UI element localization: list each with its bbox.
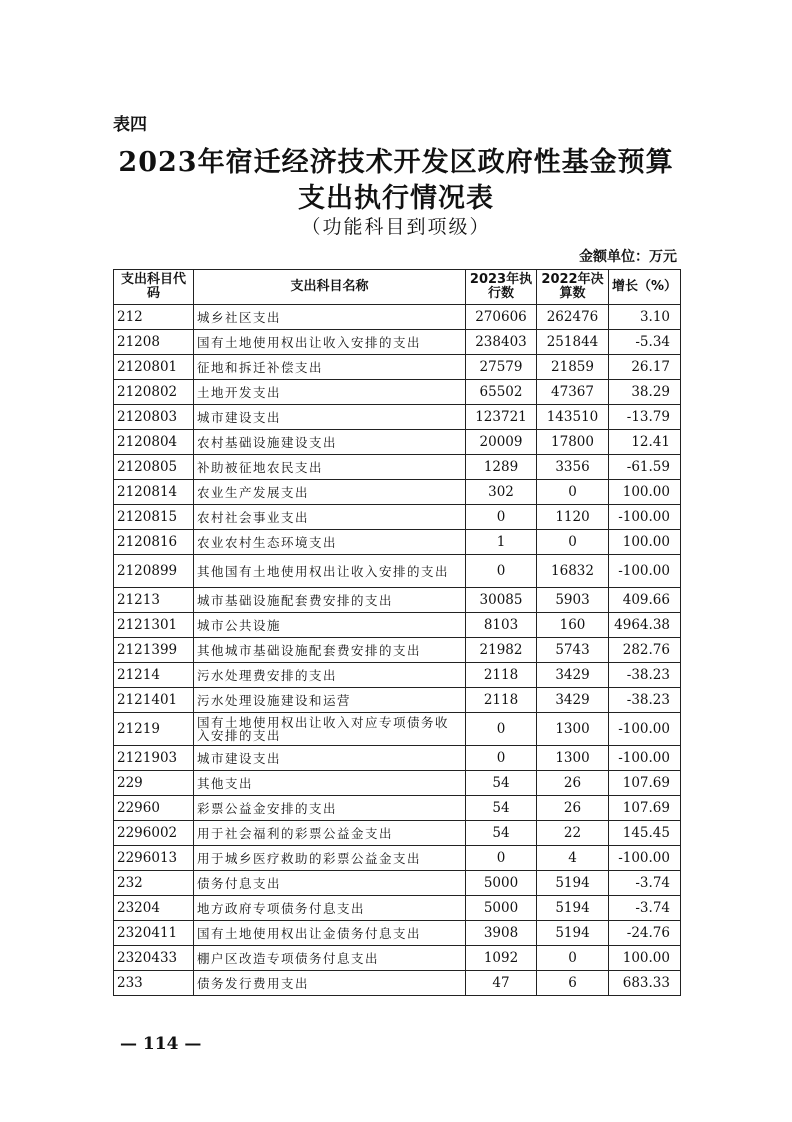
cell-name: 棚户区改造专项债务付息支出	[194, 946, 466, 971]
cell-code: 2121401	[114, 688, 194, 713]
cell-growth: 683.33	[609, 971, 681, 996]
cell-2023: 1092	[466, 946, 537, 971]
cell-2023: 123721	[466, 405, 537, 430]
cell-2023: 65502	[466, 380, 537, 405]
table-label: 表四	[113, 115, 147, 135]
cell-name: 地方政府专项债务付息支出	[194, 896, 466, 921]
cell-name: 农村基础设施建设支出	[194, 430, 466, 455]
cell-2023: 0	[466, 713, 537, 746]
cell-growth: -38.23	[609, 688, 681, 713]
page-title: 2023年宿迁经济技术开发区政府性基金预算	[118, 147, 674, 178]
cell-growth: -38.23	[609, 663, 681, 688]
cell-growth: -5.34	[609, 330, 681, 355]
cell-name: 用于社会福利的彩票公益金支出	[194, 821, 466, 846]
cell-2022: 16832	[537, 555, 609, 588]
cell-name: 污水处理费安排的支出	[194, 663, 466, 688]
cell-2023: 3908	[466, 921, 537, 946]
cell-code: 2120802	[114, 380, 194, 405]
cell-name: 城市建设支出	[194, 405, 466, 430]
cell-code: 2121399	[114, 638, 194, 663]
table-row	[114, 921, 681, 946]
cell-growth: 100.00	[609, 946, 681, 971]
cell-name: 农村社会事业支出	[194, 505, 466, 530]
cell-code: 2120804	[114, 430, 194, 455]
cell-2022: 5194	[537, 871, 609, 896]
cell-code: 2296002	[114, 821, 194, 846]
table-row	[114, 430, 681, 455]
cell-2022: 3429	[537, 663, 609, 688]
cell-name: 补助被征地农民支出	[194, 455, 466, 480]
cell-code: 233	[114, 971, 194, 996]
cell-growth: 4964.38	[609, 613, 681, 638]
cell-code: 21208	[114, 330, 194, 355]
header-name: 支出科目名称	[194, 270, 466, 305]
cell-name: 国有土地使用权出让金债务付息支出	[194, 921, 466, 946]
cell-name: 污水处理设施建设和运营	[194, 688, 466, 713]
table-row	[114, 638, 681, 663]
cell-name: 城市公共设施	[194, 613, 466, 638]
cell-code: 23204	[114, 896, 194, 921]
cell-growth: -61.59	[609, 455, 681, 480]
cell-2023: 238403	[466, 330, 537, 355]
cell-2022: 5194	[537, 921, 609, 946]
cell-2023: 0	[466, 746, 537, 771]
cell-name: 农业生产发展支出	[194, 480, 466, 505]
cell-name: 土地开发支出	[194, 380, 466, 405]
table-row	[114, 505, 681, 530]
table-row	[114, 455, 681, 480]
cell-code: 21213	[114, 588, 194, 613]
table-row	[114, 330, 681, 355]
cell-growth: 3.10	[609, 305, 681, 330]
cell-code: 2121903	[114, 746, 194, 771]
cell-growth: 282.76	[609, 638, 681, 663]
cell-growth: -3.74	[609, 871, 681, 896]
cell-name: 其他支出	[194, 771, 466, 796]
table-row	[114, 555, 681, 588]
cell-2023: 8103	[466, 613, 537, 638]
cell-code: 2120801	[114, 355, 194, 380]
table-row	[114, 796, 681, 821]
cell-2022: 22	[537, 821, 609, 846]
cell-2023: 54	[466, 796, 537, 821]
cell-growth: 409.66	[609, 588, 681, 613]
cell-code: 2120816	[114, 530, 194, 555]
cell-code: 2320433	[114, 946, 194, 971]
cell-name: 国有土地使用权出让收入安排的支出	[194, 330, 466, 355]
cell-2023: 270606	[466, 305, 537, 330]
table-row	[114, 713, 681, 746]
cell-name: 债务发行费用支出	[194, 971, 466, 996]
cell-growth: -100.00	[609, 846, 681, 871]
page-number: — 114 —	[120, 1034, 202, 1054]
header-2023: 2023年执行数	[466, 270, 537, 305]
cell-2023: 2118	[466, 688, 537, 713]
cell-growth: 12.41	[609, 430, 681, 455]
cell-2023: 0	[466, 555, 537, 588]
cell-name: 城乡社区支出	[194, 305, 466, 330]
cell-code: 21214	[114, 663, 194, 688]
cell-2022: 26	[537, 771, 609, 796]
cell-2022: 1300	[537, 713, 609, 746]
cell-2023: 0	[466, 846, 537, 871]
table-row	[114, 613, 681, 638]
cell-growth: 100.00	[609, 480, 681, 505]
cell-code: 2296013	[114, 846, 194, 871]
cell-name: 其他国有土地使用权出让收入安排的支出	[194, 555, 466, 588]
cell-2022: 1120	[537, 505, 609, 530]
cell-2023: 21982	[466, 638, 537, 663]
page-subtitle: （功能科目到项级）	[301, 216, 491, 238]
cell-growth: 107.69	[609, 771, 681, 796]
cell-code: 2120815	[114, 505, 194, 530]
cell-2022: 0	[537, 530, 609, 555]
cell-2022: 5903	[537, 588, 609, 613]
cell-code: 232	[114, 871, 194, 896]
header-2022: 2022年决算数	[537, 270, 609, 305]
table-row	[114, 305, 681, 330]
cell-name: 其他城市基础设施配套费安排的支出	[194, 638, 466, 663]
cell-2022: 0	[537, 946, 609, 971]
cell-growth: 145.45	[609, 821, 681, 846]
table-row	[114, 971, 681, 996]
cell-code: 212	[114, 305, 194, 330]
cell-growth: -100.00	[609, 555, 681, 588]
cell-growth: -100.00	[609, 713, 681, 746]
cell-code: 22960	[114, 796, 194, 821]
cell-name: 征地和拆迁补偿支出	[194, 355, 466, 380]
cell-growth: -3.74	[609, 896, 681, 921]
cell-2023: 1289	[466, 455, 537, 480]
cell-2022: 3356	[537, 455, 609, 480]
cell-code: 2320411	[114, 921, 194, 946]
cell-code: 2121301	[114, 613, 194, 638]
cell-2022: 0	[537, 480, 609, 505]
table-row	[114, 688, 681, 713]
table-row	[114, 871, 681, 896]
cell-2023: 2118	[466, 663, 537, 688]
table-row	[114, 946, 681, 971]
cell-2023: 54	[466, 771, 537, 796]
cell-name: 城市基础设施配套费安排的支出	[194, 588, 466, 613]
unit-label: 金额单位：万元	[579, 249, 677, 265]
expenditure-table	[113, 269, 681, 996]
table-row	[114, 405, 681, 430]
cell-growth: 100.00	[609, 530, 681, 555]
cell-name: 农业农村生态环境支出	[194, 530, 466, 555]
table-row	[114, 530, 681, 555]
table-row	[114, 380, 681, 405]
table-row	[114, 821, 681, 846]
cell-2022: 143510	[537, 405, 609, 430]
cell-name: 城市建设支出	[194, 746, 466, 771]
table-row	[114, 588, 681, 613]
table-row	[114, 771, 681, 796]
cell-2022: 5743	[537, 638, 609, 663]
cell-2022: 251844	[537, 330, 609, 355]
cell-2022: 6	[537, 971, 609, 996]
table-row	[114, 663, 681, 688]
cell-2023: 47	[466, 971, 537, 996]
cell-growth: 26.17	[609, 355, 681, 380]
table-row	[114, 846, 681, 871]
header-code: 支出科目代码	[114, 270, 194, 305]
cell-2022: 5194	[537, 896, 609, 921]
table-body	[114, 305, 681, 996]
cell-code: 229	[114, 771, 194, 796]
table-row	[114, 355, 681, 380]
cell-growth: 38.29	[609, 380, 681, 405]
cell-code: 2120814	[114, 480, 194, 505]
table-row	[114, 896, 681, 921]
cell-code: 2120805	[114, 455, 194, 480]
cell-2023: 5000	[466, 871, 537, 896]
cell-name: 用于城乡医疗救助的彩票公益金支出	[194, 846, 466, 871]
cell-2023: 30085	[466, 588, 537, 613]
cell-code: 2120803	[114, 405, 194, 430]
cell-2023: 1	[466, 530, 537, 555]
cell-2023: 54	[466, 821, 537, 846]
cell-2022: 47367	[537, 380, 609, 405]
cell-2022: 26	[537, 796, 609, 821]
cell-name: 债务付息支出	[194, 871, 466, 896]
cell-growth: -13.79	[609, 405, 681, 430]
cell-2022: 160	[537, 613, 609, 638]
cell-2023: 302	[466, 480, 537, 505]
cell-growth: -100.00	[609, 746, 681, 771]
header-growth: 增长（%）	[609, 270, 681, 305]
cell-2022: 4	[537, 846, 609, 871]
table-row	[114, 746, 681, 771]
cell-2023: 27579	[466, 355, 537, 380]
cell-name: 国有土地使用权出让收入对应专项债务收入安排的支出	[194, 713, 466, 746]
cell-growth: -24.76	[609, 921, 681, 946]
cell-2022: 3429	[537, 688, 609, 713]
cell-code: 21219	[114, 713, 194, 746]
cell-growth: -100.00	[609, 505, 681, 530]
cell-2023: 5000	[466, 896, 537, 921]
table-header-row	[114, 270, 681, 305]
cell-2022: 21859	[537, 355, 609, 380]
cell-name: 彩票公益金安排的支出	[194, 796, 466, 821]
page-title-line2: 支出执行情况表	[298, 183, 494, 214]
cell-2023: 0	[466, 505, 537, 530]
table-row	[114, 480, 681, 505]
cell-2022: 1300	[537, 746, 609, 771]
cell-2022: 17800	[537, 430, 609, 455]
cell-code: 2120899	[114, 555, 194, 588]
cell-2022: 262476	[537, 305, 609, 330]
cell-2023: 20009	[466, 430, 537, 455]
cell-growth: 107.69	[609, 796, 681, 821]
